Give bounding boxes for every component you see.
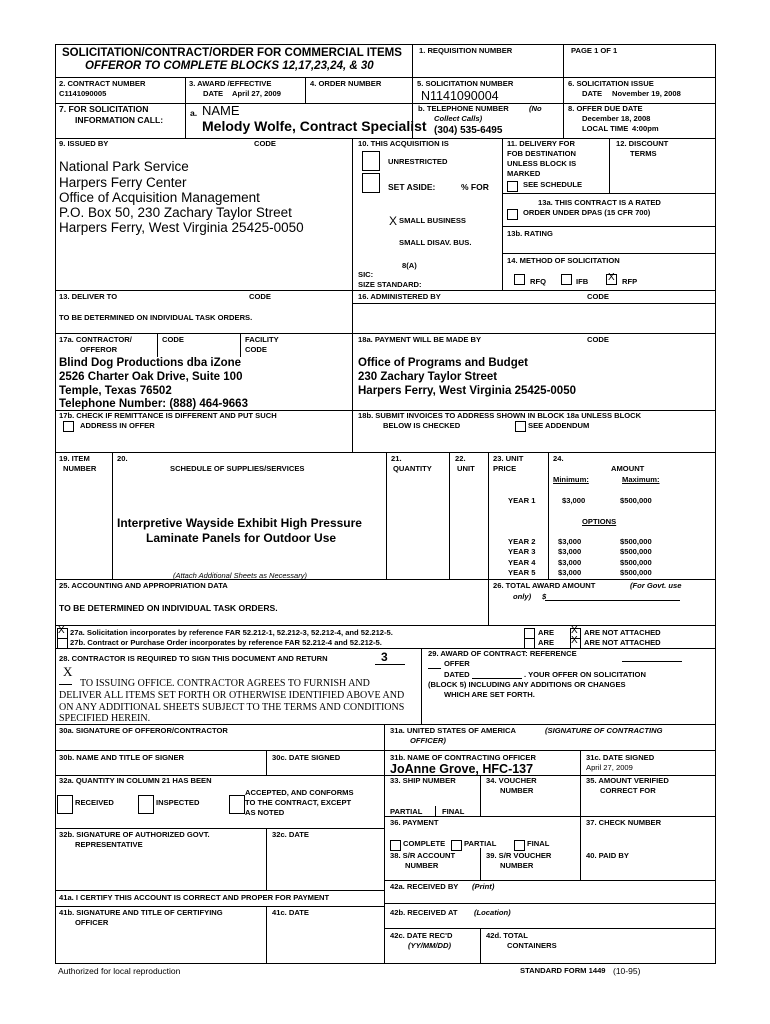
item-title-line-1: Interpretive Wayside Exhibit High Pressure bbox=[117, 516, 362, 530]
issuer-line-2: Harpers Ferry Center bbox=[59, 175, 187, 190]
27a-are-label: ARE bbox=[538, 628, 555, 637]
dated-label: DATED bbox=[444, 670, 470, 679]
accepted-checkbox[interactable] bbox=[229, 795, 245, 814]
received-at-note: (Location) bbox=[474, 908, 511, 917]
certify-account-label: 41a. I CERTIFY THIS ACCOUNT IS CORRECT AND PROPER FOR PAYMENT bbox=[59, 893, 330, 902]
27a-are-not-label: ARE NOT ATTACHED bbox=[584, 628, 661, 637]
contracting-officer-value[interactable]: JoAnne Grove, HFC-137 bbox=[390, 762, 534, 776]
signer-name-label: 30b. NAME AND TITLE OF SIGNER bbox=[59, 753, 185, 762]
name-prefix: a. bbox=[190, 108, 198, 118]
rfq-checkbox[interactable] bbox=[514, 274, 525, 285]
date-received-format: (YY/MM/DD) bbox=[408, 941, 452, 950]
27b-are-checkbox[interactable] bbox=[524, 638, 535, 649]
unrestricted-label: UNRESTRICTED bbox=[388, 157, 448, 166]
remittance-address-label: ADDRESS IN OFFER bbox=[80, 421, 155, 430]
total-award-note: (For Govt. use bbox=[630, 581, 682, 590]
authorized-signature-label: 32b. SIGNATURE OF AUTHORIZED GOVT. bbox=[59, 830, 210, 839]
offeror-label: OFFEROR bbox=[80, 345, 118, 354]
contractor-line-3: Temple, Texas 76502 bbox=[59, 385, 172, 397]
payment-by-label: 18a. PAYMENT WILL BE MADE BY bbox=[358, 335, 482, 344]
issued-by-label: 9. ISSUED BY bbox=[59, 139, 109, 148]
telephone-value[interactable]: (304) 535-6495 bbox=[434, 125, 503, 136]
total-award-note-2: only) bbox=[513, 592, 532, 601]
year-5-minimum: $3,000 bbox=[558, 568, 582, 577]
solicitation-number-value[interactable]: N1141090004 bbox=[421, 89, 499, 103]
below-checked-label: BELOW IS CHECKED bbox=[383, 421, 461, 430]
payment-line-3: Harpers Ferry, West Virginia 25425-0050 bbox=[358, 385, 576, 397]
year-2-maximum: $500,000 bbox=[620, 537, 652, 546]
contact-name[interactable]: Melody Wolfe, Contract Specialist bbox=[202, 118, 427, 134]
sr-account-label-2: NUMBER bbox=[405, 861, 439, 870]
unit-price-header-2: PRICE bbox=[493, 464, 517, 473]
size-standard-label: SIZE STANDARD: bbox=[358, 280, 422, 289]
payment-complete-label: COMPLETE bbox=[403, 839, 446, 848]
requisition-number-label: 1. REQUISITION NUMBER bbox=[419, 46, 513, 55]
received-by-note: (Print) bbox=[472, 882, 495, 891]
certify-date-label: 41c. DATE bbox=[272, 908, 309, 917]
payment-line-1: Office of Programs and Budget bbox=[358, 357, 528, 369]
quantity-column-label: 32a. QUANTITY IN COLUMN 21 HAS BEEN bbox=[59, 776, 212, 785]
fob-destination-label: FOB DESTINATION bbox=[507, 149, 577, 158]
amount-header-num: 24. bbox=[553, 454, 564, 463]
contractor-line-1: Blind Dog Productions dba iZone bbox=[59, 357, 242, 369]
accepted-line-1: ACCEPTED, AND CONFORMS bbox=[245, 788, 354, 797]
total-award-dollar[interactable]: $ bbox=[542, 592, 547, 601]
year-5-label: YEAR 5 bbox=[508, 568, 536, 577]
rfp-mark: X bbox=[608, 272, 615, 283]
contractor-label: 17a. CONTRACTOR/ bbox=[59, 335, 132, 344]
reference-underline bbox=[622, 661, 682, 662]
remittance-label: 17b. CHECK IF REMITTANCE IS DIFFERENT AND PUT SUCH bbox=[59, 411, 277, 420]
award-date-value[interactable]: April 27, 2009 bbox=[232, 89, 281, 98]
contract-number-value[interactable]: C1141090005 bbox=[59, 89, 107, 98]
accounting-value[interactable]: TO BE DETERMINED ON INDIVIDUAL TASK ORDERS. bbox=[59, 603, 278, 613]
schedule-header-num: 20. bbox=[117, 454, 128, 463]
partial-final-divider bbox=[435, 806, 436, 816]
deliver-to-code-label: CODE bbox=[249, 292, 271, 301]
issued-by-code-label: CODE bbox=[254, 139, 276, 148]
authorized-date-label: 32c. DATE bbox=[272, 830, 309, 839]
item-number-header: 19. ITEM bbox=[59, 454, 90, 463]
issuer-line-4: P.O. Box 50, 230 Zachary Taylor Street bbox=[59, 205, 292, 220]
dpas-label: ORDER UNDER DPAS (15 CFR 700) bbox=[523, 208, 651, 217]
certifying-officer-label: 41b. SIGNATURE AND TITLE OF CERTIFYING bbox=[59, 908, 223, 917]
form-title: SOLICITATION/CONTRACT/ORDER FOR COMMERCIAL ITEMS bbox=[62, 47, 402, 59]
issue-date-value[interactable]: November 19, 2008 bbox=[612, 89, 681, 98]
local-time-value[interactable]: 4:00pm bbox=[632, 124, 659, 133]
small-disadvantaged-label: SMALL DISAV. BUS. bbox=[399, 238, 472, 247]
quantity-header: QUANTITY bbox=[393, 464, 432, 473]
offer-due-date-label: 8. OFFER DUE DATE bbox=[568, 104, 643, 113]
unless-block-label: UNLESS BLOCK IS bbox=[507, 159, 577, 168]
issuer-line-1: National Park Service bbox=[59, 159, 189, 174]
eight-a-label: 8(A) bbox=[402, 261, 417, 270]
acquisition-label: 10. THIS ACQUISITION IS bbox=[358, 139, 449, 148]
27a-text: 27a. Solicitation incorporates by reference FAR 52.212-1, 52.212-3, 52.212-4, and 52.212-5. bbox=[70, 628, 393, 637]
deliver-to-label: 13. DELIVER TO bbox=[59, 292, 118, 301]
usa-signature-note-2: OFFICER) bbox=[410, 736, 446, 745]
issue-date-caption: DATE bbox=[582, 89, 603, 98]
payment-label: 36. PAYMENT bbox=[390, 818, 439, 827]
sr-voucher-label: 39. S/R VOUCHER bbox=[486, 851, 552, 860]
contractor-agrees-line-1: TO ISSUING OFFICE. CONTRACTOR AGREES TO FURNISH AND bbox=[80, 678, 370, 689]
rated-order-label: 13a. THIS CONTRACT IS A RATED bbox=[538, 198, 661, 207]
see-addendum-label: SEE ADDENDUM bbox=[528, 421, 590, 430]
small-business-label: SMALL BUSINESS bbox=[399, 216, 466, 225]
award-of-contract-label: 29. AWARD OF CONTRACT: REFERENCE bbox=[428, 649, 577, 658]
year-3-minimum: $3,000 bbox=[558, 547, 582, 556]
voucher-number-label: 34. VOUCHER bbox=[486, 776, 537, 785]
small-business-mark: X bbox=[389, 214, 398, 228]
contractor-agrees-line-4: SPECIFIED HEREIN. bbox=[59, 713, 151, 724]
year-3-label: YEAR 3 bbox=[508, 547, 536, 556]
sr-voucher-label-2: NUMBER bbox=[500, 861, 534, 870]
payment-partial-label: PARTIAL bbox=[464, 839, 497, 848]
sign-mark: X bbox=[63, 664, 73, 679]
representative-label: REPRESENTATIVE bbox=[75, 840, 143, 849]
inspected-checkbox[interactable] bbox=[138, 795, 154, 814]
copies-value[interactable]: 3 bbox=[381, 650, 388, 664]
payment-final-label: FINAL bbox=[527, 839, 550, 848]
sign-dash bbox=[59, 684, 72, 685]
sic-label: SIC: bbox=[358, 270, 374, 279]
remittance-checkbox[interactable] bbox=[63, 421, 74, 432]
year-2-minimum: $3,000 bbox=[558, 537, 582, 546]
contractor-agrees-line-3: ON ANY ADDITIONAL SHEETS SUBJECT TO THE TERMS AND CONDITIONS bbox=[59, 702, 405, 713]
amount-header: AMOUNT bbox=[611, 464, 645, 473]
quantity-header-num: 21. bbox=[391, 454, 402, 463]
issuer-line-5: Harpers Ferry, West Virginia 25425-0050 bbox=[59, 220, 304, 235]
date-signed-label: 30c. DATE SIGNED bbox=[272, 753, 341, 762]
contractor-code-label: CODE bbox=[162, 335, 184, 344]
attach-sheets-note: (Attach Additional Sheets as Necessary) bbox=[173, 571, 307, 580]
27b-are-label: ARE bbox=[538, 638, 555, 647]
ifb-checkbox[interactable] bbox=[561, 274, 572, 285]
name-caption: NAME bbox=[202, 103, 240, 118]
paid-by-label: 40. PAID BY bbox=[586, 851, 629, 860]
voucher-number-label-2: NUMBER bbox=[500, 786, 534, 795]
officer-date-signed-value[interactable]: April 27, 2009 bbox=[586, 763, 633, 772]
date-received-label: 42c. DATE REC'D bbox=[390, 931, 453, 940]
accepted-line-2: TO THE CONTRACT, EXCEPT bbox=[245, 798, 352, 807]
27b-text: 27b. Contract or Purchase Order incorporates by reference FAR 52.212-4 and 52.212-5. bbox=[70, 638, 382, 647]
telephone-note-2: Collect Calls) bbox=[434, 114, 483, 123]
27a-mark: X bbox=[58, 625, 65, 636]
rfp-label: RFP bbox=[622, 277, 638, 286]
year-4-label: YEAR 4 bbox=[508, 558, 536, 567]
unit-header: UNIT bbox=[457, 464, 475, 473]
payment-code-label: CODE bbox=[587, 335, 609, 344]
see-schedule-label: SEE SCHEDULE bbox=[523, 180, 583, 189]
delivery-for-label: 11. DELIVERY FOR bbox=[507, 139, 575, 148]
27a-are-not-mark: X bbox=[571, 625, 578, 636]
offer-label: OFFER bbox=[444, 659, 470, 668]
form-subtitle: OFFEROR TO COMPLETE BLOCKS 12,17,23,24, & 30 bbox=[85, 60, 374, 72]
footer-form-version: (10-95) bbox=[613, 966, 641, 976]
dated-underline bbox=[472, 678, 522, 679]
rfq-label: RFQ bbox=[530, 277, 547, 286]
ship-partial-label: PARTIAL bbox=[390, 807, 423, 816]
set-aside-label: SET ASIDE: bbox=[388, 182, 436, 192]
total-containers-label-2: CONTAINERS bbox=[507, 941, 557, 950]
offer-dash bbox=[428, 668, 441, 669]
certifying-officer-label-2: OFFICER bbox=[75, 918, 109, 927]
unit-price-header: 23. UNIT bbox=[493, 454, 524, 463]
contractor-line-4: Telephone Number: (888) 464-9663 bbox=[59, 398, 248, 410]
received-by-label: 42a. RECEIVED BY bbox=[390, 882, 459, 891]
correct-for-label: CORRECT FOR bbox=[600, 786, 656, 795]
submit-invoices-label: 18b. SUBMIT INVOICES TO ADDRESS SHOWN IN BLOCK 18a UNLESS BLOCK bbox=[358, 411, 642, 420]
item-number-header-2: NUMBER bbox=[63, 464, 97, 473]
year-1-minimum: $3,000 bbox=[562, 496, 586, 505]
your-offer-text: . YOUR OFFER ON SOLICITATION bbox=[524, 670, 646, 679]
usa-signature-note: (SIGNATURE OF CONTRACTING bbox=[545, 726, 663, 735]
copies-underline bbox=[375, 664, 405, 665]
page-number: PAGE 1 OF 1 bbox=[571, 46, 618, 55]
contractor-agrees-line-2: DELIVER ALL ITEMS SET FORTH OR OTHERWISE IDENTIFIED ABOVE AND bbox=[59, 690, 405, 701]
footer-form-name: STANDARD FORM 1449 bbox=[520, 966, 606, 975]
marked-label: MARKED bbox=[507, 169, 541, 178]
item-title-line-2: Laminate Panels for Outdoor Use bbox=[146, 531, 337, 545]
ifb-label: IFB bbox=[576, 277, 589, 286]
contract-number-label: 2. CONTRACT NUMBER bbox=[59, 79, 146, 88]
minimum-header: Minimum: bbox=[553, 475, 589, 484]
administered-by-code-label: CODE bbox=[587, 292, 609, 301]
award-date-label: 3. AWARD /EFFECTIVE bbox=[189, 79, 272, 88]
deliver-to-value[interactable]: TO BE DETERMINED ON INDIVIDUAL TASK ORDERS. bbox=[59, 313, 253, 322]
issuer-line-3: Office of Acquisition Management bbox=[59, 190, 260, 205]
27b-are-not-label: ARE NOT ATTACHED bbox=[584, 638, 661, 647]
year-4-minimum: $3,000 bbox=[558, 558, 582, 567]
telephone-label: b. TELEPHONE NUMBER bbox=[418, 104, 509, 113]
footer-reproduction-note: Authorized for local reproduction bbox=[58, 966, 181, 976]
ship-final-label: FINAL bbox=[442, 807, 465, 816]
officer-date-signed-label: 31c. DATE SIGNED bbox=[586, 753, 655, 762]
year-1-label: YEAR 1 bbox=[508, 496, 536, 505]
offeror-signature-label: 30a. SIGNATURE OF OFFEROR/CONTRACTOR bbox=[59, 726, 228, 735]
year-4-maximum: $500,000 bbox=[620, 558, 652, 567]
year-5-maximum: $500,000 bbox=[620, 568, 652, 577]
ship-number-label: 33. SHIP NUMBER bbox=[390, 776, 456, 785]
information-call-label: INFORMATION CALL: bbox=[75, 115, 164, 125]
year-1-maximum: $500,000 bbox=[620, 496, 652, 505]
payment-partial-checkbox[interactable] bbox=[451, 840, 462, 851]
facility-label: FACILITY bbox=[245, 335, 279, 344]
contractor-sign-label: 28. CONTRACTOR IS REQUIRED TO SIGN THIS DOCUMENT AND RETURN bbox=[59, 654, 328, 663]
solicitation-issue-label: 6. SOLICITATION ISSUE bbox=[568, 79, 654, 88]
schedule-header: SCHEDULE OF SUPPLIES/SERVICES bbox=[170, 464, 305, 473]
award-line-2: (BLOCK 5) INCLUDING ANY ADDITIONS OR CHANGES bbox=[428, 680, 626, 689]
inspected-label: INSPECTED bbox=[156, 798, 200, 807]
percent-for-label: % FOR bbox=[461, 182, 489, 192]
27b-checkbox[interactable] bbox=[57, 638, 68, 649]
telephone-note: (No bbox=[529, 104, 542, 113]
award-line-3: WHICH ARE SET FORTH. bbox=[444, 690, 535, 699]
order-number-label: 4. ORDER NUMBER bbox=[310, 79, 382, 88]
see-schedule-checkbox[interactable] bbox=[507, 181, 518, 192]
accounting-label: 25. ACCOUNTING AND APPROPRIATION DATA bbox=[59, 581, 228, 590]
sr-account-label: 38. S/R ACCOUNT bbox=[390, 851, 456, 860]
local-time-label: LOCAL TIME bbox=[582, 124, 629, 133]
offer-due-date-value[interactable]: December 18, 2008 bbox=[582, 114, 651, 123]
total-containers-label: 42d. TOTAL bbox=[486, 931, 528, 940]
see-addendum-checkbox[interactable] bbox=[515, 421, 526, 432]
total-award-label: 26. TOTAL AWARD AMOUNT bbox=[493, 581, 596, 590]
payment-line-2: 230 Zachary Taylor Street bbox=[358, 371, 498, 383]
year-3-maximum: $500,000 bbox=[620, 547, 652, 556]
year-2-label: YEAR 2 bbox=[508, 537, 536, 546]
for-solicitation-label: 7. FOR SOLICITATION bbox=[59, 104, 149, 114]
27b-are-not-mark: X bbox=[571, 635, 578, 646]
discount-terms-label: 12. DISCOUNT bbox=[616, 139, 669, 148]
received-at-label: 42b. RECEIVED AT bbox=[390, 908, 458, 917]
contractor-line-2: 2526 Charter Oak Drive, Suite 100 bbox=[59, 371, 243, 383]
unit-header-num: 22. bbox=[455, 454, 466, 463]
maximum-header: Maximum: bbox=[622, 475, 660, 484]
contracting-officer-label: 31b. NAME OF CONTRACTING OFFICER bbox=[390, 753, 536, 762]
check-number-label: 37. CHECK NUMBER bbox=[586, 818, 662, 827]
solicitation-number-label: 5. SOLICITATION NUMBER bbox=[417, 79, 514, 88]
rating-label: 13b. RATING bbox=[507, 229, 553, 238]
method-of-solicitation-label: 14. METHOD OF SOLICITATION bbox=[507, 256, 620, 265]
received-checkbox[interactable] bbox=[57, 795, 73, 814]
options-header: OPTIONS bbox=[582, 517, 617, 526]
usa-signature-label: 31a. UNITED STATES OF AMERICA bbox=[390, 726, 517, 735]
unrestricted-checkbox[interactable] bbox=[362, 151, 380, 171]
payment-final-checkbox[interactable] bbox=[514, 840, 525, 851]
received-label: RECEIVED bbox=[75, 798, 114, 807]
facility-code-label: CODE bbox=[245, 345, 267, 354]
set-aside-checkbox[interactable] bbox=[362, 173, 380, 193]
discount-terms-label-2: TERMS bbox=[630, 149, 657, 158]
award-date-caption: DATE bbox=[203, 89, 224, 98]
rated-order-checkbox[interactable] bbox=[507, 209, 518, 220]
administered-by-label: 16. ADMINISTERED BY bbox=[358, 292, 441, 301]
amount-verified-label: 35. AMOUNT VERIFIED bbox=[586, 776, 669, 785]
accepted-line-3: AS NOTED bbox=[245, 808, 285, 817]
payment-complete-checkbox[interactable] bbox=[390, 840, 401, 851]
